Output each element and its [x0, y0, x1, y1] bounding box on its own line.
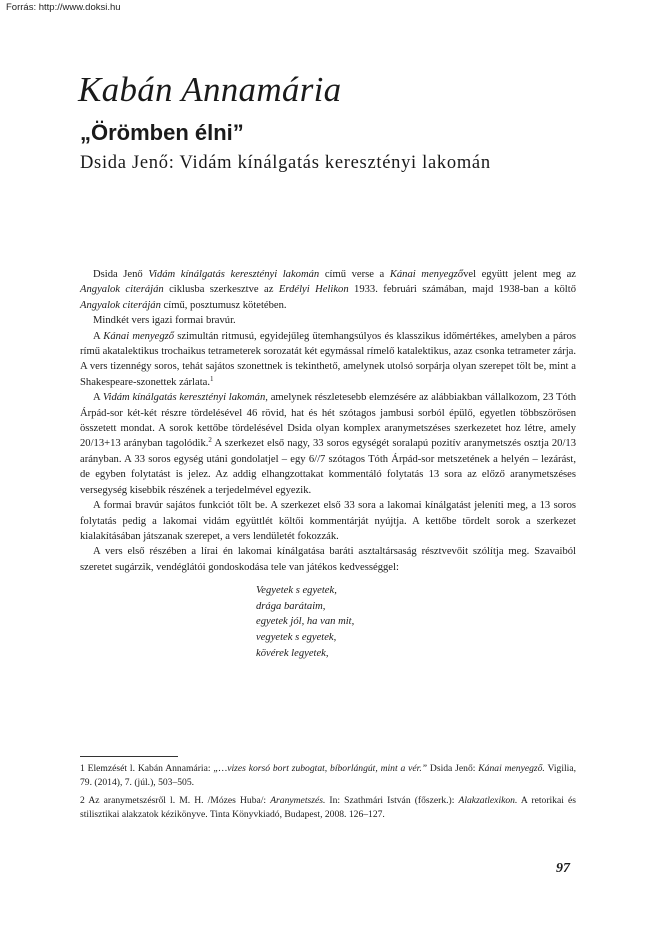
- paragraph-6: A vers első részében a lírai én lakomai kínálgatása baráti asztaltársaság résztvevőit szólítja meg. Szavaiból szeretet sugárzik, vendéglátói gondoskodása tele van játékos kedvességgel:: [80, 546, 576, 573]
- article-author: Kabán Annamária: [78, 70, 342, 109]
- text-run: A retorikai és stilisztikai alakzatok kézikönyve. Tinta Könyvkiadó, Budapest, 2008. 126–127.: [80, 795, 576, 820]
- poem-line: egyetek jól, ha van mit,: [256, 616, 355, 628]
- text-run: szimultán ritmusú, egyidejűleg ütemhangsúlyos és klasszikus időmértékes, amelyben a páros rímű akatalektikus trochaikus tetrameterek sorozatát két egymással rímelő katalektikus, azaz csonka tetrameter zárja. A vers tizennégy soros, tehát sajátos szonettnek is tekinthető, amelynek utolsó sorpárja olyan szerepet tölt be, mint a Shakespeare-szonettek zárlata.: [80, 330, 577, 388]
- footnotes: [80, 762, 576, 826]
- citation-quote: „…vizes korsó bort zubogtat, bíborlángút, mint a vér.”: [213, 763, 428, 774]
- text-run: Dsida Jenő: [93, 269, 149, 280]
- text-run: 1 Elemzését l. Kabán Annamária:: [80, 763, 214, 774]
- poem-title-ref: Kánai menyegző.: [478, 763, 545, 774]
- article-title: „Örömben élni”: [80, 120, 244, 145]
- text-run: ciklusba szerkesztve az: [163, 284, 279, 296]
- poem-line: drága barátaim,: [256, 600, 326, 612]
- journal-title-ref: Erdélyi Helikon: [278, 284, 349, 296]
- paragraph-1: [80, 267, 576, 313]
- paragraph-5: A formai bravúr sajátos funkciót tölt be. A szerkezet első 33 sora a lakomai kínálgatást jeleníti meg, a 13 soros folytatás pedig a lakomai vidám együttlét költői kommentárját nyújtja. A kettőbe tördelt sorok a szerkezet kialakításában játszanak szerepet, a vers lendületét fokozzák.: [80, 500, 576, 542]
- footnote-ref-1[interactable]: 1: [210, 374, 214, 383]
- poem-quote: [256, 583, 576, 661]
- text-run: 2 Az aranymetszésről l. M. H. /Mózes Huba/:: [80, 795, 271, 806]
- poem-title-ref: Kánai menyegző: [389, 269, 464, 280]
- text-run: A: [93, 392, 103, 404]
- paragraph-2: Mindkét vers igazi formai bravúr.: [93, 315, 236, 327]
- article-body: [80, 267, 576, 661]
- text-run: vel együtt jelent meg az: [463, 269, 577, 280]
- poem-line: kövérek legyetek,: [256, 647, 329, 659]
- poem-title-ref: Vidám kínálgatás keresztényi lakomán: [148, 269, 320, 280]
- text-run: A szerkezet első nagy, 33 soros egységét soralapú pozitív aranymetszés osztja 20/13 arányban. A 33 soros egység utáni gondolatjel – egy 6//7 szótagos Tóth Árpád-sor metszetének a helyén – lezárást, de egyben folytatást is jelez. Az addig elhangzottakat kommentáló folytatás 13 sora az előző aranymetszéses versegység kisebbik részének a terjedelmével egyezik.: [80, 438, 577, 496]
- footnote-divider: [80, 756, 178, 757]
- text-run: 1933. februári számában, majd 1938-ban a költő: [348, 284, 576, 296]
- poem-title-ref: Kánai menyegző: [103, 330, 175, 342]
- text-run: Vigilia, 79. (2014), 7. (júl.), 503–505.: [80, 763, 576, 788]
- poem-line: vegyetek s egyetek,: [256, 631, 337, 643]
- text-run: In: Szathmári István (főszerk.):: [325, 795, 459, 806]
- text-run: című verse a: [319, 269, 390, 280]
- page-number: 97: [556, 861, 570, 876]
- text-run: , amelynek részletesebb elemzésére az alábbiakban vállalkozom, 23 Tóth Árpád-sor két-két részre tördelésével 46 rövid, hat és hét szótagos jambusi sorból épülő, egyetlen többszörösen összetett mondat. A sorok kettőbe tördelésével Dsida olyan komplex aranymetszéses szerkezetet hoz létre, amely 20/13+13 arányban tagolódik.: [80, 392, 576, 450]
- text-run: című, posztumusz kötetében.: [160, 299, 287, 311]
- footnote-ref-2[interactable]: 2: [208, 436, 212, 445]
- source-watermark: Forrás: http://www.doksi.hu: [6, 2, 121, 13]
- poem-line: Vegyetek s egyetek,: [256, 585, 337, 597]
- cycle-title-ref: Angyalok citeráján: [80, 284, 164, 296]
- footnote-1: [80, 762, 576, 790]
- poem-title-ref: Vidám kínálgatás keresztényi lakomán: [102, 392, 266, 404]
- text-run: A: [93, 330, 104, 342]
- volume-title-ref: Angyalok citeráján: [80, 299, 161, 311]
- work-title-ref: Aranymetszés.: [270, 795, 326, 806]
- paragraph-3: [80, 329, 576, 391]
- text-run: Dsida Jenő:: [427, 763, 479, 774]
- paragraph-4: [80, 390, 576, 498]
- footnote-2: [80, 794, 576, 822]
- article-subtitle: Dsida Jenő: Vidám kínálgatás keresztényi lakomán: [80, 153, 491, 173]
- work-title-ref: Alakzatlexikon.: [458, 795, 518, 806]
